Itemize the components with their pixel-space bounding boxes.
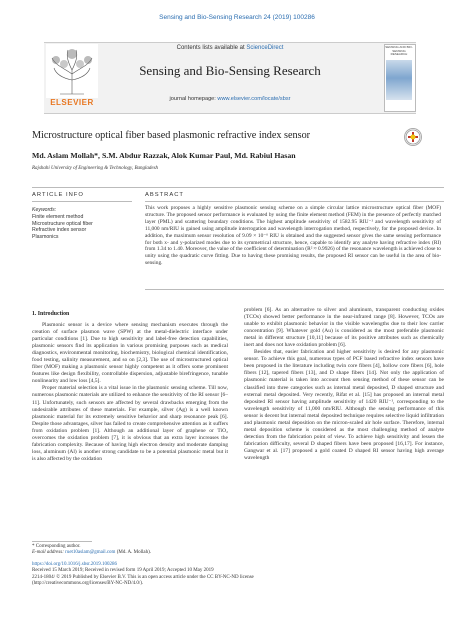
keywords-list <box>32 214 137 240</box>
email-label: E-mail address: <box>32 550 66 556</box>
crossmark-icon[interactable] <box>404 128 422 146</box>
body-column-left <box>32 322 228 463</box>
author-list: Md. Aslam Mollah*, S.M. Abdur Razzak, Alok Kumar Paul, Md. Rabiul Hasan <box>32 151 296 160</box>
contents-prefix: Contents lists available at <box>176 45 247 51</box>
journal-cover-art <box>386 60 412 100</box>
keyword-item: Refractive index sensor <box>32 227 87 234</box>
sciencedirect-link[interactable]: ScienceDirect <box>246 45 284 51</box>
license-statement: 2214-1804/ © 2019 Published by Elsevier B.V. This is an open access article under the CC BY-NC-ND license <box>32 574 254 580</box>
header-divider <box>32 187 444 188</box>
running-header[interactable]: Sensing and Bio-Sensing Research 24 (2019) 100286 <box>159 14 315 21</box>
corresponding-author-note: * Corresponding author. <box>32 544 81 549</box>
abstract-rule <box>145 201 444 202</box>
keywords-label: Keywords: <box>32 207 57 213</box>
email-suffix: (Md. A. Mollah). <box>115 550 152 556</box>
body-paragraph: Besides that, easier fabrication and higher sensitivity is desired for any plasmonic sensor. To achieve this goal, numerous types of PCF based refractive index sensors have been proposed in the literature including twin core fibers [4], hollow core fibers [6], hole fibers [12], tapered fibers [13], and D shape fibers [14]. Not only the application of plasmonic material is taken into account then sensing method of these sensor can be classified into three categories such as internal metal deposited, D shaped structure and external metal deposited. Very recently, Rifat et al. [15] has proposed an internal metal deposited RI sensor having amplitude sensitivity of 1420 RIU⁻¹, corresponding to the wavelength sensitivity of 11,000 nm/RIU. Although the sensing performance of this sensor is decent but internal metal deposited technique requires selective liquid infiltration and plasmonic metal deposition on the micron-scaled air hole surface. Therefore, internal metal deposition scheme is considered as the most challenging method of analyte detection from the fabrication point of view. To achieve high sensitivity and lessen the fabrication difficulty, several D shaped fibers have been proposed [16,17]. For instance, Gangwar et al. [17] proposed a gold coated D shaped RI sensor having high average wavelength <box>244 349 444 461</box>
license-url[interactable]: (http://creativecommons.org/licenses/BY-NC-ND/4.0/). <box>32 581 144 587</box>
received-dates: Received 15 March 2019; Received in revised form 19 April 2019; Accepted 10 May 2019 <box>32 568 214 574</box>
email-line <box>32 550 332 556</box>
publisher-wordmark: ELSEVIER <box>50 98 94 107</box>
journal-name: Sensing and Bio-Sensing Research <box>139 63 321 78</box>
abstract-bottom-rule <box>145 289 444 290</box>
footnote-rule <box>32 541 92 542</box>
article-info-heading: ARTICLE INFO <box>32 192 84 198</box>
author-email-link[interactable]: ruet10aslam@gmail.com <box>65 550 116 556</box>
doi-link[interactable]: https://doi.org/10.1016/j.sbsr.2019.100286 <box>32 562 118 567</box>
abstract-text: This work proposes a highly sensitive plasmonic sensing scheme on a simple circular lattice microstructure optical fiber (MOF) structure. The proposed sensor performance is evaluated by using the finite element method (FEM) in the presence of perfectly matched layer (PML) and scattering boundary conditions. The highest amplitude sensitivity of 1582.95 RIU⁻¹ and wavelength sensitivity of 11,000 nm/RIU is gained using amplitude interrogation and wavelength interrogation method, respectively, for the proposed device. In addition, the maximum sensor resolution of 9.09 × 10⁻⁶ RIU is obtained and the suggested sensor gives the same sensing performance for both x- and y-polarized modes due to its symmetrical structure, hence, capable to identify any analyte having refractive index (RI) from 1.34 to 1.40. Moreover, the value of the coefficient of determination (R² ≈ 0.9926) of the resonance wavelength is achieved close to unity using the quadratic curve fitting. Due to having these promising results, the proposed RI sensor can be useful in the area of bio-sensing. <box>145 205 441 267</box>
keyword-item: Microstructure optical fiber <box>32 220 93 227</box>
article-info-rule <box>32 201 132 202</box>
contents-available-line <box>100 45 360 51</box>
body-paragraph: Plasmonic sensor is a device where sensing mechanism executes through the creation of surface plasmon wave (SPW) at the metal-dielectric interface under particular conditions [1]. Due to high sensitivity and label-free detection capabilities, plasmonic sensors find its application in various promising purposes such as medical diagnostics, environmental monitoring, biochemistry, biological chemical identification, food testing, salinity measurement, and so on [2,3]. The use of microstructured optical fiber (MOF) making a plasmonic sensor highly competent as it offers some prominent features like design flexibility, controllable dispersion, adjustable birefringence, tunable nonlinearity and low loss [4,5]. <box>32 322 228 385</box>
abstract-heading: ABSTRACT <box>145 192 184 198</box>
keyword-item: Finite element method <box>32 214 84 220</box>
journal-homepage-link[interactable]: www.elsevier.com/locate/sbsr <box>217 96 291 102</box>
introduction-heading: 1. Introduction <box>32 311 70 317</box>
homepage-prefix: journal homepage: <box>169 96 218 102</box>
journal-cover-title: SENSING AND BIO-SENSING RESEARCH <box>385 45 413 57</box>
article-title: Microstructure optical fiber based plasmonic refractive index sensor <box>32 130 311 141</box>
article-footer <box>32 562 452 588</box>
body-paragraph: Proper material selection is a vital issue in the plasmonic sensing scheme. Till now, numerous plasmonic materials are utilized to enhance the sensitivity of the RI sensor [6–11]. Unfortunately, such sensors are affected by several drawbacks emerging from the undesirable attributes of these materials. For example, silver (Ag) is a well known plasmonic material for its extremely sensitive behavior and sharp resonance peak [6]. Despite those advantages, silver has failed to create comprehensive attention as it suffers from oxidation problem [1]. Although an additional layer of graphene or TiO₂ overcomes the oxidation problem [7], it is obvious that an extra layer increases the fabrication complexity. Because of having high electron density and moderate damping loss, aluminum (Al) is another strong candidate to be a potential plasmonic metal but it is also affected by the oxidation <box>32 385 228 462</box>
author-affiliation: Rajshahi University of Engineering & Technology, Bangladesh <box>32 166 159 171</box>
body-column-right <box>244 307 444 462</box>
footnote <box>32 544 332 557</box>
journal-homepage-line <box>100 96 360 102</box>
keyword-item: Plasmonics <box>32 233 59 240</box>
body-paragraph: problem [6]. As an alternative to silver and aluminum, transparent conducting oxides (TCOs) showed better performance in the near-infrared range [8]. However, TCOs are unable to exhibit plasmonic behavior in the visible wavelengths due to their low carrier concentration [9]. Whatever gold (Au) is considered as the most preferable plasmonic metal in different structure [10,11] because of its positive attributes such as chemically inert and does not have oxidation problem [6]. <box>244 307 444 349</box>
